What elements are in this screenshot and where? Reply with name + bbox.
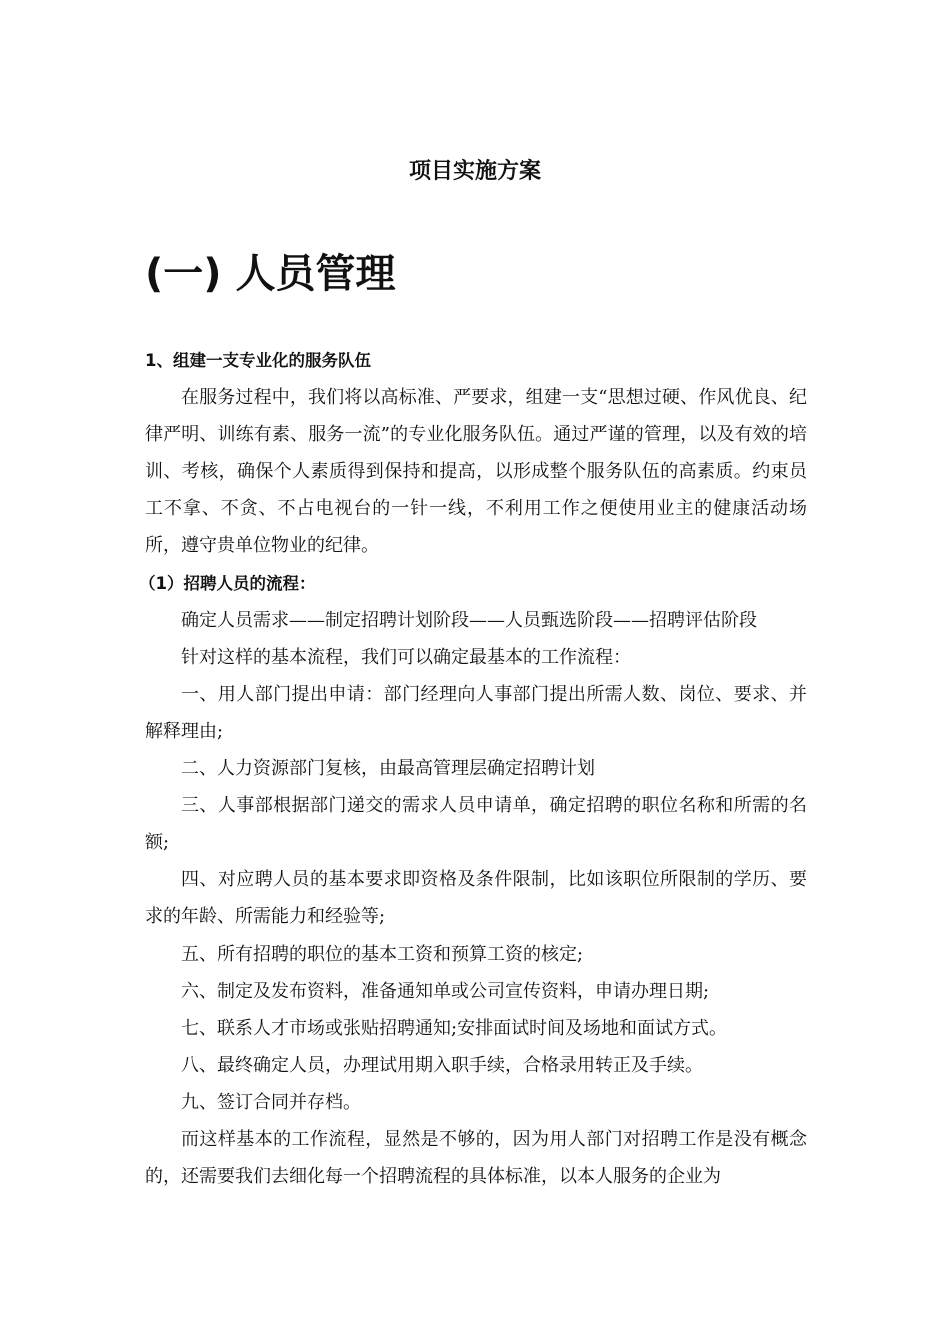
step-item: 三、人事部根据部门递交的需求人员申请单，确定招聘的职位名称和所需的名额;	[145, 795, 807, 854]
subheading-team: 1、组建一支专业化的服务队伍	[145, 351, 371, 370]
step-item: 一、用人部门提出申请：部门经理向人事部门提出所需人数、岗位、要求、并解释理由;	[145, 683, 807, 742]
step-item: 四、对应聘人员的基本要求即资格及条件限制，比如该职位所限制的学历、要求的年龄、所需能力和经验等;	[145, 869, 807, 928]
paragraph-closing: 而这样基本的工作流程，显然是不够的，因为用人部门对招聘工作是没有概念的，还需要我们去细化每一个招聘流程的具体标准，以本人服务的企业为	[145, 1128, 807, 1188]
flow-intro-line: 针对这样的基本流程，我们可以确定最基本的工作流程：	[181, 646, 631, 668]
subheading-recruitment-flow: （1）招聘人员的流程：	[139, 573, 316, 593]
step-item: 六、制定及发布资料，准备通知单或公司宣传资料，申请办理日期;	[181, 980, 710, 1002]
paragraph-intro: 在服务过程中，我们将以高标准、严要求，组建一支“思想过硬、作风优良、纪律严明、训练有素、服务一流”的专业化服务队伍。通过严谨的管理，以及有效的培训、考核，确保个人素质得到保持和提高，以形成整个服务队伍的高素质。约束员工不拿、不贪、不占电视台的一针一线，不利用工作之便使用业主的健康活动场所，遵守贵单位物业的纪律。	[145, 387, 807, 557]
document-title: 项目实施方案	[408, 159, 541, 184]
step-item: 七、联系人才市场或张贴招聘通知;安排面试时间及场地和面试方式。	[181, 1017, 728, 1039]
recruitment-flow-line: 确定人员需求——制定招聘计划阶段——人员甄选阶段——招聘评估阶段	[181, 609, 757, 631]
step-item: 五、所有招聘的职位的基本工资和预算工资的核定;	[181, 943, 584, 965]
step-item: 二、人力资源部门复核，由最高管理层确定招聘计划	[181, 758, 595, 780]
step-item: 九、签订合同并存档。	[181, 1091, 361, 1113]
document-body	[139, 342, 807, 1195]
section-heading: (一) 人员管理	[145, 251, 396, 297]
step-item: 八、最终确定人员，办理试用期入职手续，合格录用转正及手续。	[181, 1054, 703, 1076]
